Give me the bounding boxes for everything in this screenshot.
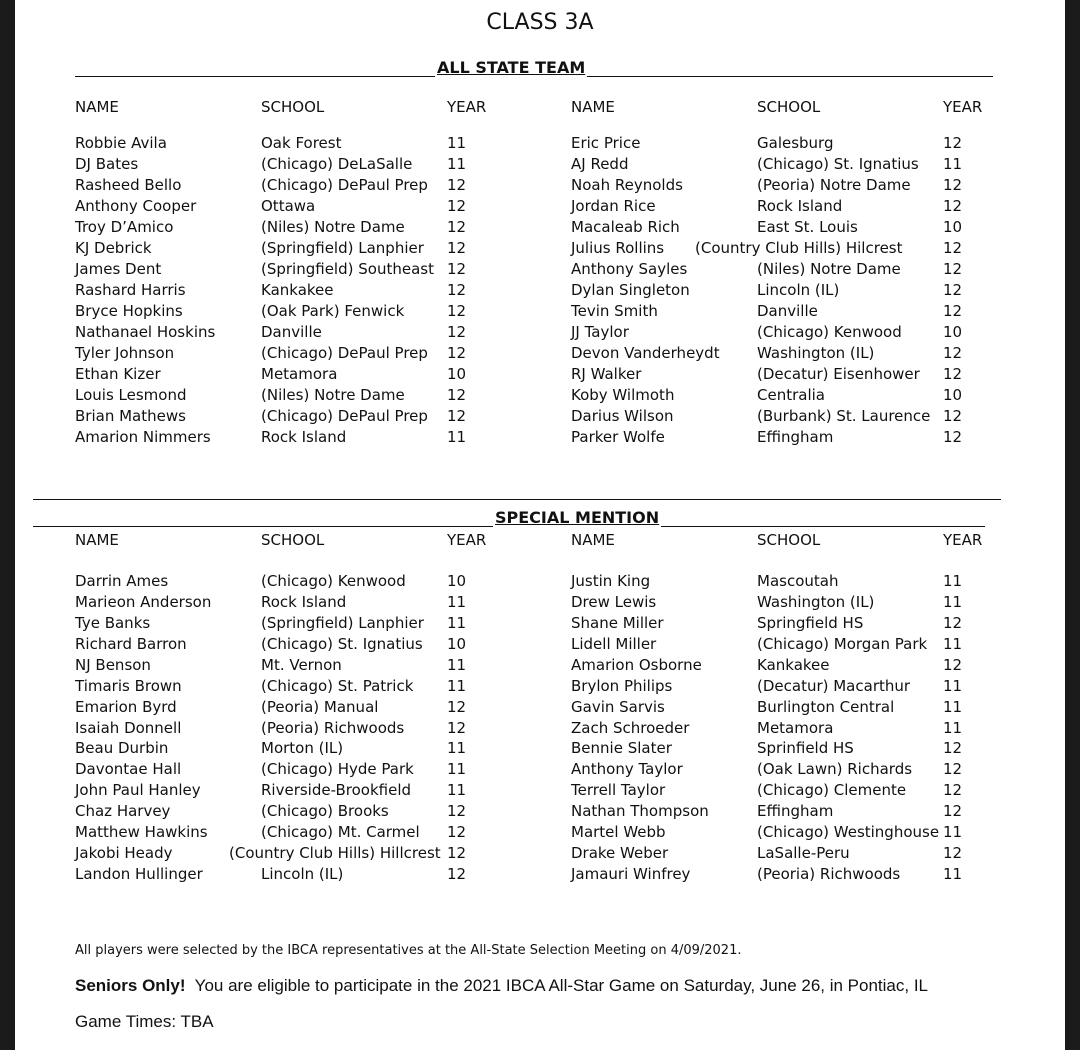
all-state-cell-right-school: (Decatur) Eisenhower [757,365,920,383]
special-header-year-left: YEAR [447,531,487,549]
special-cell-right-name: Drew Lewis [571,592,657,611]
special-cell-right-name: Brylon Philips [571,676,673,695]
all-state-cell-right-name: Macaleab Rich [571,218,680,236]
special-cell-right-name: Martel Webb [571,823,666,842]
special-cell-left-year: 12 [447,697,467,716]
all-state-cell-left-year: 11 [447,428,467,446]
left-border [0,0,15,1050]
all-state-cell-right-school: (Chicago) St. Ignatius [757,155,919,173]
game-times: Game Times: TBA [75,1012,214,1031]
special-cell-right-school: (Peoria) Richwoods [757,865,901,884]
all-state-cell-right-name: RJ Walker [571,365,642,383]
special-cell-right-school: Washington (IL) [757,592,875,611]
special-cell-left-name: Isaiah Donnell [75,718,182,737]
special-cell-left-school: Morton (IL) [261,739,344,758]
all-state-cell-right-school: (Country Club Hills) Hilcrest [695,239,903,257]
all-state-cell-left-year: 12 [447,323,467,341]
all-state-cell-right-name: Eric Price [571,134,641,152]
all-state-header-name-left: NAME [75,98,119,116]
seniors-text: You are eligible to participate in the 2021 IBCA All-Star Game on Saturday, June 26, in Pontiac, IL [194,976,929,995]
all-state-cell-right-year: 12 [943,407,963,425]
special-cell-left-name: Timaris Brown [75,676,182,695]
all-state-cell-left-name: Louis Lesmond [75,386,187,404]
special-cell-left-year: 12 [447,823,467,842]
special-cell-right-name: Nathan Thompson [571,802,709,821]
all-state-cell-right-year: 12 [943,365,963,383]
special-cell-right-year: 12 [943,613,963,632]
all-state-cell-right-school: (Peoria) Notre Dame [757,176,911,194]
special-cell-left-name: Landon Hullinger [75,865,203,884]
special-rule-top [33,499,1001,500]
all-state-cell-right-year: 12 [943,176,963,194]
special-cell-right-name: Terrell Taylor [571,781,666,800]
all-state-cell-left-name: KJ Debrick [75,239,152,257]
all-state-cell-left-school: (Chicago) DePaul Prep [261,407,428,425]
special-cell-left-school: Mt. Vernon [261,655,342,674]
all-state-cell-left-school: Ottawa [261,197,316,215]
special-cell-right-name: Jamauri Winfrey [571,865,691,884]
all-state-cell-right-name: Koby Wilmoth [571,386,675,404]
special-cell-right-name: Zach Schroeder [571,718,690,737]
page-title: CLASS 3A [486,10,594,35]
special-cell-right-school: Burlington Central [757,697,895,716]
special-cell-right-school: Metamora [757,718,834,737]
all-state-cell-right-year: 12 [943,281,963,299]
all-state-cell-right-school: Centralia [757,386,825,404]
all-state-cell-right-name: Jordan Rice [571,197,656,215]
special-cell-left-name: Matthew Hawkins [75,823,208,842]
special-cell-left-school: (Peoria) Richwoods [261,718,405,737]
all-state-cell-right-school: Lincoln (IL) [757,281,840,299]
all-state-cell-right-year: 11 [943,155,963,173]
special-cell-right-name: Drake Weber [571,844,669,863]
all-state-header-year-right: YEAR [943,98,983,116]
special-cell-left-name: Darrin Ames [75,572,169,590]
special-cell-left-name: John Paul Hanley [75,781,201,800]
special-cell-left-school: (Springfield) Lanphier [261,613,424,632]
special-cell-right-year: 12 [943,802,963,821]
special-cell-right-year: 12 [943,655,963,674]
special-cell-right-school: Springfield HS [757,613,864,632]
special-cell-right-school: LaSalle-Peru [757,844,850,863]
special-cell-left-name: Chaz Harvey [75,802,171,821]
special-cell-right-year: 11 [943,865,963,884]
special-cell-right-year: 11 [943,676,963,695]
all-state-header-year-left: YEAR [447,98,487,116]
special-cell-right-year: 11 [943,592,963,611]
special-cell-left-year: 12 [447,865,467,884]
all-state-cell-left-school: (Chicago) DePaul Prep [261,344,428,362]
special-cell-right-year: 12 [943,844,963,863]
special-cell-right-school: (Chicago) Clemente [757,781,907,800]
special-cell-left-school: (Country Club Hills) Hillcrest [229,844,441,863]
special-cell-left-year: 12 [447,802,467,821]
special-cell-left-school: (Chicago) Kenwood [261,572,406,590]
special-cell-left-year: 10 [447,634,467,653]
special-cell-right-year: 11 [943,634,963,653]
special-cell-right-year: 12 [943,760,963,779]
all-state-cell-left-year: 10 [447,365,467,383]
special-cell-right-name: Amarion Osborne [571,655,702,674]
all-state-cell-right-school: (Burbank) St. Laurence [757,407,931,425]
special-cell-left-school: (Peoria) Manual [261,697,379,716]
all-state-cell-right-name: Tevin Smith [571,302,658,320]
selection-note: All players were selected by the IBCA representatives at the All-State Selection Meeting on 4/09/2021. [75,943,742,958]
all-state-cell-left-name: DJ Bates [75,155,139,173]
all-state-cell-left-name: Rasheed Bello [75,176,182,194]
all-state-cell-left-school: Oak Forest [261,134,342,152]
all-state-cell-left-year: 12 [447,407,467,425]
special-cell-right-school: Kankakee [757,655,830,674]
all-state-cell-left-year: 12 [447,386,467,404]
special-cell-left-school: (Chicago) St. Ignatius [261,634,423,653]
all-state-cell-left-school: (Chicago) DePaul Prep [261,176,428,194]
special-header-school-right: SCHOOL [757,531,821,549]
all-state-cell-right-year: 12 [943,134,963,152]
all-state-cell-left-year: 12 [447,302,467,320]
special-cell-left-name: Marieon Anderson [75,592,212,611]
special-cell-right-school: (Chicago) Morgan Park [757,634,928,653]
all-state-cell-right-year: 12 [943,344,963,362]
special-header-name-left: NAME [75,531,119,549]
all-state-cell-left-school: (Niles) Notre Dame [261,218,405,236]
all-state-cell-right-school: (Chicago) Kenwood [757,323,902,341]
special-cell-left-year: 11 [447,655,467,674]
special-cell-right-name: Anthony Taylor [571,760,683,779]
special-cell-left-year: 11 [447,781,467,800]
all-state-cell-right-year: 12 [943,302,963,320]
special-mention-heading: SPECIAL MENTION [495,508,660,527]
all-state-cell-left-school: (Oak Park) Fenwick [261,302,405,320]
special-cell-left-year: 12 [447,718,467,737]
special-cell-right-school: Effingham [757,802,834,821]
all-state-cell-right-year: 12 [943,239,963,257]
all-state-cell-left-school: Danville [261,323,322,341]
special-cell-right-year: 12 [943,739,963,758]
special-cell-right-year: 11 [943,572,963,590]
all-state-cell-right-name: Dylan Singleton [571,281,690,299]
special-cell-right-school: Sprinfield HS [757,739,854,758]
all-state-cell-right-name: AJ Redd [571,155,629,173]
all-state-cell-left-school: (Niles) Notre Dame [261,386,405,404]
special-cell-left-year: 11 [447,676,467,695]
all-state-header-school-right: SCHOOL [757,98,821,116]
all-state-cell-left-name: Robbie Avila [75,134,167,152]
right-border [1065,0,1080,1050]
all-state-cell-right-school: Galesburg [757,134,834,152]
all-state-cell-left-name: Brian Mathews [75,407,186,425]
all-state-cell-left-school: Rock Island [261,428,347,446]
all-state-cell-right-school: Effingham [757,428,834,446]
all-state-cell-right-name: Darius Wilson [571,407,674,425]
all-state-cell-left-school: Metamora [261,365,338,383]
all-state-header-school-left: SCHOOL [261,98,325,116]
special-cell-right-name: Gavin Sarvis [571,697,665,716]
all-state-cell-right-year: 12 [943,197,963,215]
special-cell-left-school: (Chicago) Brooks [261,802,389,821]
all-state-cell-left-year: 12 [447,260,467,278]
special-cell-left-school: (Chicago) St. Patrick [261,676,414,695]
special-header-school-left: SCHOOL [261,531,325,549]
special-cell-right-year: 11 [943,697,963,716]
all-state-cell-left-name: Nathanael Hoskins [75,323,216,341]
special-cell-left-name: Richard Barron [75,634,187,653]
special-cell-left-school: Lincoln (IL) [261,865,344,884]
special-cell-left-school: Rock Island [261,592,347,611]
special-cell-right-school: Mascoutah [757,572,839,590]
all-state-cell-left-year: 11 [447,134,467,152]
special-cell-left-name: NJ Benson [75,655,151,674]
special-cell-right-name: Bennie Slater [571,739,672,758]
all-state-cell-left-year: 12 [447,344,467,362]
all-state-cell-right-school: (Niles) Notre Dame [757,260,901,278]
all-state-cell-right-year: 10 [943,323,963,341]
all-state-cell-right-name: Devon Vanderheydt [571,344,720,362]
special-cell-right-school: (Chicago) Westinghouse [757,823,940,842]
special-cell-left-year: 11 [447,613,467,632]
all-state-cell-left-year: 12 [447,197,467,215]
special-cell-left-school: (Chicago) Hyde Park [261,760,414,779]
special-header-name-right: NAME [571,531,615,549]
special-cell-right-name: Justin King [571,572,651,590]
all-state-cell-left-year: 12 [447,176,467,194]
special-cell-left-school: (Chicago) Mt. Carmel [261,823,420,842]
special-cell-left-year: 10 [447,572,467,590]
seniors-label: Seniors Only! [75,976,186,995]
special-cell-right-name: Lidell Miller [571,634,657,653]
all-state-cell-left-name: Troy D’Amico [75,218,174,236]
all-state-cell-left-school: (Springfield) Lanphier [261,239,424,257]
special-cell-right-year: 11 [943,718,963,737]
special-cell-right-school: (Oak Lawn) Richards [757,760,913,779]
special-cell-right-school: (Decatur) Macarthur [757,676,911,695]
all-state-cell-right-school: Washington (IL) [757,344,875,362]
all-state-cell-left-year: 12 [447,239,467,257]
all-state-cell-left-school: (Springfield) Southeast [261,260,434,278]
all-state-header-name-right: NAME [571,98,615,116]
special-cell-right-year: 12 [943,781,963,800]
all-state-cell-right-name: Noah Reynolds [571,176,683,194]
special-cell-left-year: 11 [447,739,467,758]
all-state-cell-left-year: 12 [447,281,467,299]
all-state-cell-right-school: East St. Louis [757,218,858,236]
all-state-cell-right-school: Rock Island [757,197,843,215]
all-state-cell-right-year: 12 [943,428,963,446]
all-state-cell-left-name: James Dent [75,260,162,278]
all-state-cell-left-name: Tyler Johnson [75,344,175,362]
all-state-cell-left-name: Rashard Harris [75,281,186,299]
all-state-cell-right-year: 10 [943,386,963,404]
all-state-cell-right-name: JJ Taylor [571,323,629,341]
all-state-cell-right-year: 10 [943,218,963,236]
special-cell-left-year: 11 [447,760,467,779]
special-cell-right-name: Shane Miller [571,613,664,632]
special-cell-left-name: Emarion Byrd [75,697,177,716]
all-state-cell-right-name: Parker Wolfe [571,428,665,446]
all-state-heading: ALL STATE TEAM [437,58,586,77]
all-state-cell-left-name: Amarion Nimmers [75,428,211,446]
seniors-notice [75,976,928,996]
all-state-cell-left-name: Bryce Hopkins [75,302,183,320]
special-cell-left-name: Jakobi Heady [75,844,173,863]
all-state-cell-right-year: 12 [943,260,963,278]
special-cell-left-year: 11 [447,592,467,611]
all-state-cell-right-school: Danville [757,302,818,320]
special-cell-left-name: Davontae Hall [75,760,182,779]
all-state-cell-left-school: (Chicago) DeLaSalle [261,155,413,173]
all-state-cell-left-name: Ethan Kizer [75,365,161,383]
all-state-cell-left-year: 12 [447,218,467,236]
special-cell-left-year: 12 [447,844,467,863]
all-state-cell-right-name: Anthony Sayles [571,260,688,278]
special-cell-left-name: Beau Durbin [75,739,169,758]
all-state-cell-right-name: Julius Rollins [571,239,665,257]
special-cell-right-year: 11 [943,823,963,842]
all-state-cell-left-year: 11 [447,155,467,173]
special-cell-left-school: Riverside-Brookfield [261,781,412,800]
all-state-cell-left-name: Anthony Cooper [75,197,197,215]
document-page [15,0,1065,1050]
special-header-year-right: YEAR [943,531,983,549]
special-cell-left-name: Tye Banks [75,613,151,632]
all-state-cell-left-school: Kankakee [261,281,334,299]
